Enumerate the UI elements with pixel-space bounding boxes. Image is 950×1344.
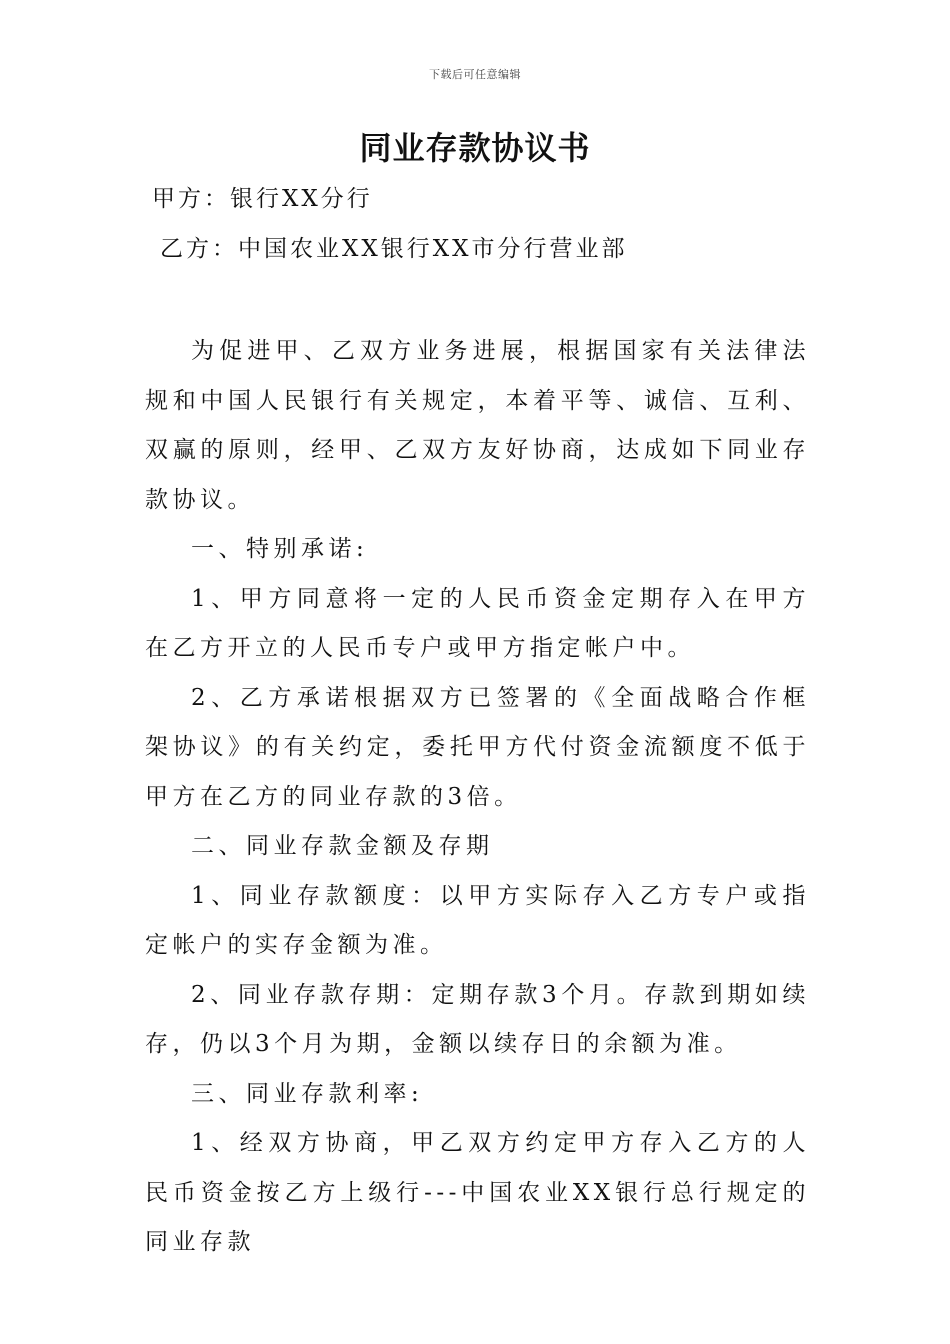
header-note: 下载后可任意编辑: [429, 68, 521, 81]
section-heading-1: 一、特别承诺:: [191, 536, 369, 562]
clause-1-2: 2、乙方承诺根据双方已签署的《全面战略合作框架协议》的有关约定，委托甲方代付资金流额度不低于甲方在乙方的同业存款的3倍。: [145, 684, 810, 810]
paragraph-preamble: 为促进甲、乙双方业务进展，根据国家有关法律法规和中国人民银行有关规定，本着平等、诚信、互利、双赢的原则，经甲、乙双方友好协商，达成如下同业存款协议。: [145, 338, 810, 513]
section-heading-2: 二、同业存款金额及存期: [191, 833, 494, 859]
clause-2-1: 1、同业存款额度：以甲方实际存入乙方专户或指定帐户的实存金额为准。: [145, 882, 810, 958]
document-title: 同业存款协议书: [359, 129, 591, 167]
clause-1-1: 1、甲方同意将一定的人民币资金定期存入在甲方在乙方开立的人民币专户或甲方指定帐户中。: [145, 585, 810, 661]
clause-2-2: 2、同业存款存期：定期存款3个月。存款到期如续存，仍以3个月为期，金额以续存日的余额为准。: [145, 981, 810, 1057]
clause-3-1: 1、经双方协商，甲乙双方约定甲方存入乙方的人民币资金按乙方上级行---中国农业XX银行总行规定的同业存款: [145, 1130, 810, 1255]
section-heading-3: 三、同业存款利率:: [191, 1080, 424, 1107]
party-a: 甲方：银行XX分行: [152, 186, 373, 212]
party-b: 乙方：中国农业XX银行XX市分行营业部: [160, 236, 628, 262]
document-body: [145, 327, 810, 1268]
